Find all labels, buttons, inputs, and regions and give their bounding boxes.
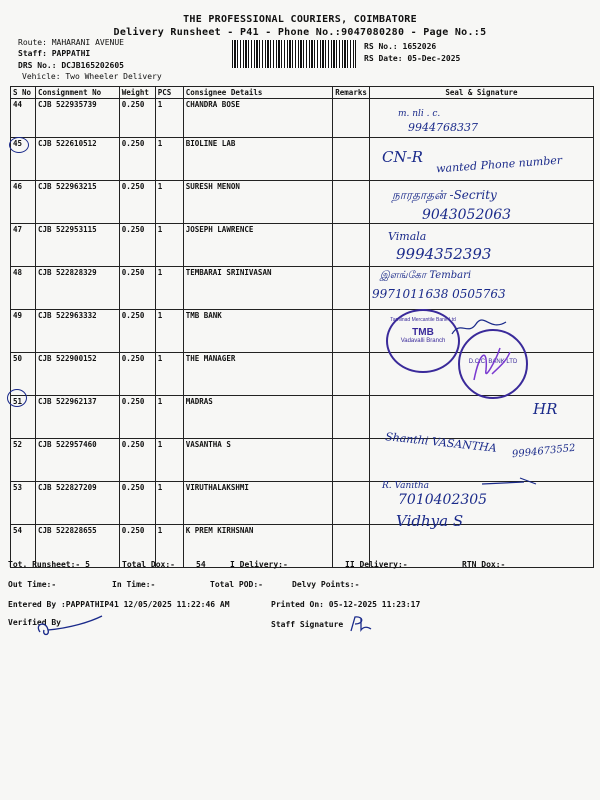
- verified-signature: [30, 614, 106, 640]
- total-dox-label: Total Dox:-: [122, 560, 175, 569]
- cell-pcs: 1: [155, 482, 183, 525]
- cell-remarks: [333, 439, 370, 482]
- cell-pcs: 1: [155, 138, 183, 181]
- cell-weight: 0.250: [119, 396, 155, 439]
- cell-weight: 0.250: [119, 310, 155, 353]
- cell-consignee: SURESH MENON: [183, 181, 333, 224]
- sig-45-a: CN-R: [382, 148, 423, 166]
- rs-no: RS No.: 1652026: [364, 42, 437, 51]
- sig-47-a: Vimala: [388, 230, 427, 243]
- table-row: [11, 525, 594, 568]
- cell-pcs: 1: [155, 99, 183, 138]
- dcc-signature-scribble: [466, 340, 516, 386]
- cell-cno: CJB 522963332: [35, 310, 119, 353]
- sig-48-a: இளங்கோ Tembari: [380, 270, 472, 281]
- col-weight: Weight: [119, 87, 155, 99]
- delvy-points: Delvy Points:-: [292, 580, 360, 589]
- cell-consignee: CHANDRA BOSE: [183, 99, 333, 138]
- table-row: [11, 224, 594, 267]
- cell-remarks: [333, 99, 370, 138]
- sig-52-a: HR: [533, 400, 558, 418]
- cell-consignee: TMB BANK: [183, 310, 333, 353]
- cell-weight: 0.250: [119, 353, 155, 396]
- cell-weight: 0.250: [119, 181, 155, 224]
- cell-cno: CJB 522957460: [35, 439, 119, 482]
- sig-45-b: wanted Phone number: [435, 153, 563, 176]
- cell-cno: CJB 522828329: [35, 267, 119, 310]
- cell-sno: 50: [11, 353, 36, 396]
- cell-sno: 46: [11, 181, 36, 224]
- cell-consignee: K PREM KIRHSNAN: [183, 525, 333, 568]
- route-label: Route: MAHARANI AVENUE: [18, 38, 124, 47]
- cell-sno: 53: [11, 482, 36, 525]
- cell-weight: 0.250: [119, 525, 155, 568]
- sig-53-a: R. Vanitha: [382, 481, 429, 491]
- total-pod: Total POD:-: [210, 580, 263, 589]
- cell-pcs: 1: [155, 310, 183, 353]
- cell-sno: 47: [11, 224, 36, 267]
- staff-signature: [348, 614, 374, 634]
- staff-label: Staff: PAPPATHI: [18, 49, 91, 58]
- tot-runsheet: Tot. Runsheet:- 5: [8, 560, 90, 569]
- table-row: [11, 396, 594, 439]
- cell-pcs: 1: [155, 525, 183, 568]
- cell-weight: 0.250: [119, 138, 155, 181]
- col-consignment: Consignment No: [35, 87, 119, 99]
- table-row: [11, 99, 594, 138]
- cell-cno: CJB 522900152: [35, 353, 119, 396]
- company-title: THE PROFESSIONAL COURIERS, COIMBATORE: [183, 14, 417, 25]
- cell-sno: 44: [11, 99, 36, 138]
- total-dox-value: 54: [196, 560, 206, 569]
- cell-pcs: 1: [155, 181, 183, 224]
- dcc-stamp-text: D.C.C. BANK LTD: [468, 359, 518, 365]
- tmb-stamp: [386, 309, 460, 373]
- tmb-stamp-name: Tamilnad Mercantile Bank Ltd: [390, 317, 456, 323]
- tmb-stamp-branch: Vadavalli Branch: [400, 338, 446, 344]
- sig-53-b: 7010402305: [398, 492, 488, 508]
- cell-sno: 52: [11, 439, 36, 482]
- drs-label: DRS No.: DCJB165202605: [18, 61, 124, 70]
- cell-remarks: [333, 353, 370, 396]
- circle-mark-45: [9, 137, 29, 153]
- cell-pcs: 1: [155, 353, 183, 396]
- cell-remarks: [333, 267, 370, 310]
- stamp-signature-scribble: [450, 316, 510, 340]
- cell-remarks: [333, 224, 370, 267]
- i-delivery: I Delivery:-: [230, 560, 288, 569]
- cell-consignee: BIOLINE LAB: [183, 138, 333, 181]
- col-sno: S No: [11, 87, 36, 99]
- entered-by: Entered By :PAPPATHIP41 12/05/2025 11:22:46 AM: [8, 600, 230, 609]
- cell-consignee: THE MANAGER: [183, 353, 333, 396]
- cell-weight: 0.250: [119, 99, 155, 138]
- staff-signature-label: Staff Signature: [271, 620, 344, 629]
- cell-cno: CJB 522953115: [35, 224, 119, 267]
- cell-pcs: 1: [155, 439, 183, 482]
- cell-pcs: 1: [155, 396, 183, 439]
- col-seal: Seal & Signature: [369, 87, 593, 99]
- rs-date: RS Date: 05-Dec-2025: [364, 54, 461, 63]
- cell-weight: 0.250: [119, 224, 155, 267]
- out-time: Out Time:-: [8, 580, 57, 589]
- cell-sno: 49: [11, 310, 36, 353]
- runsheet-title: Delivery Runsheet - P41 - Phone No.:9047080280 - Page No.:5: [113, 27, 487, 38]
- ii-delivery: II Delivery:-: [345, 560, 408, 569]
- cell-consignee: VASANTHA S: [183, 439, 333, 482]
- sig-47-b: 9994352393: [396, 245, 492, 263]
- cell-sno: 51: [11, 396, 36, 439]
- cell-cno: CJB 522610512: [35, 138, 119, 181]
- cell-cno: CJB 522963215: [35, 181, 119, 224]
- sig-52-b: Shanthi VASANTHA: [384, 430, 498, 455]
- col-remarks: Remarks: [333, 87, 370, 99]
- col-consignee: Consignee Details: [183, 87, 333, 99]
- tmb-stamp-logo: TMB: [412, 327, 434, 338]
- cell-consignee: JOSEPH LAWRENCE: [183, 224, 333, 267]
- cell-weight: 0.250: [119, 439, 155, 482]
- sig-52-c: 9994673552: [511, 442, 577, 461]
- cell-remarks: [333, 482, 370, 525]
- cell-consignee: MADRAS: [183, 396, 333, 439]
- sig-53-stroke: [480, 476, 540, 490]
- barcode: [232, 40, 356, 68]
- cell-weight: 0.250: [119, 267, 155, 310]
- cell-pcs: 1: [155, 267, 183, 310]
- cell-remarks: [333, 181, 370, 224]
- cell-remarks: [333, 396, 370, 439]
- col-pcs: PCS: [155, 87, 183, 99]
- sig-44-phone: 9944768337: [408, 121, 478, 134]
- sig-54-a: Vidhya S: [396, 512, 464, 530]
- vehicle-label: Vehicle: Two Wheeler Delivery: [22, 72, 162, 81]
- verified-by: Verified By: [8, 618, 61, 627]
- cell-remarks: [333, 310, 370, 353]
- sig-44-name: m. nli . c.: [398, 109, 441, 119]
- rtn-dox: RTN Dox:-: [462, 560, 506, 569]
- cell-pcs: 1: [155, 224, 183, 267]
- cell-consignee: TEMBARAI SRINIVASAN: [183, 267, 333, 310]
- cell-cno: CJB 522935739: [35, 99, 119, 138]
- circle-mark-51: [7, 389, 27, 407]
- cell-cno: CJB 522828655: [35, 525, 119, 568]
- table-row: [11, 267, 594, 310]
- cell-consignee: VIRUTHALAKSHMI: [183, 482, 333, 525]
- cell-cno: CJB 522962137: [35, 396, 119, 439]
- in-time: In Time:-: [112, 580, 156, 589]
- cell-sno: 48: [11, 267, 36, 310]
- cell-weight: 0.250: [119, 482, 155, 525]
- sig-46-a: நாரதாதன் -Secrity: [392, 188, 497, 202]
- cell-sno: 54: [11, 525, 36, 568]
- cell-remarks: [333, 138, 370, 181]
- sig-48-b: 9971011638 0505763: [372, 287, 506, 301]
- table-header-row: [11, 87, 594, 99]
- printed-on: Printed On: 05-12-2025 11:23:17: [271, 600, 421, 609]
- cell-sno: 45: [11, 138, 36, 181]
- sig-46-b: 9043052063: [422, 207, 512, 223]
- cell-cno: CJB 522827209: [35, 482, 119, 525]
